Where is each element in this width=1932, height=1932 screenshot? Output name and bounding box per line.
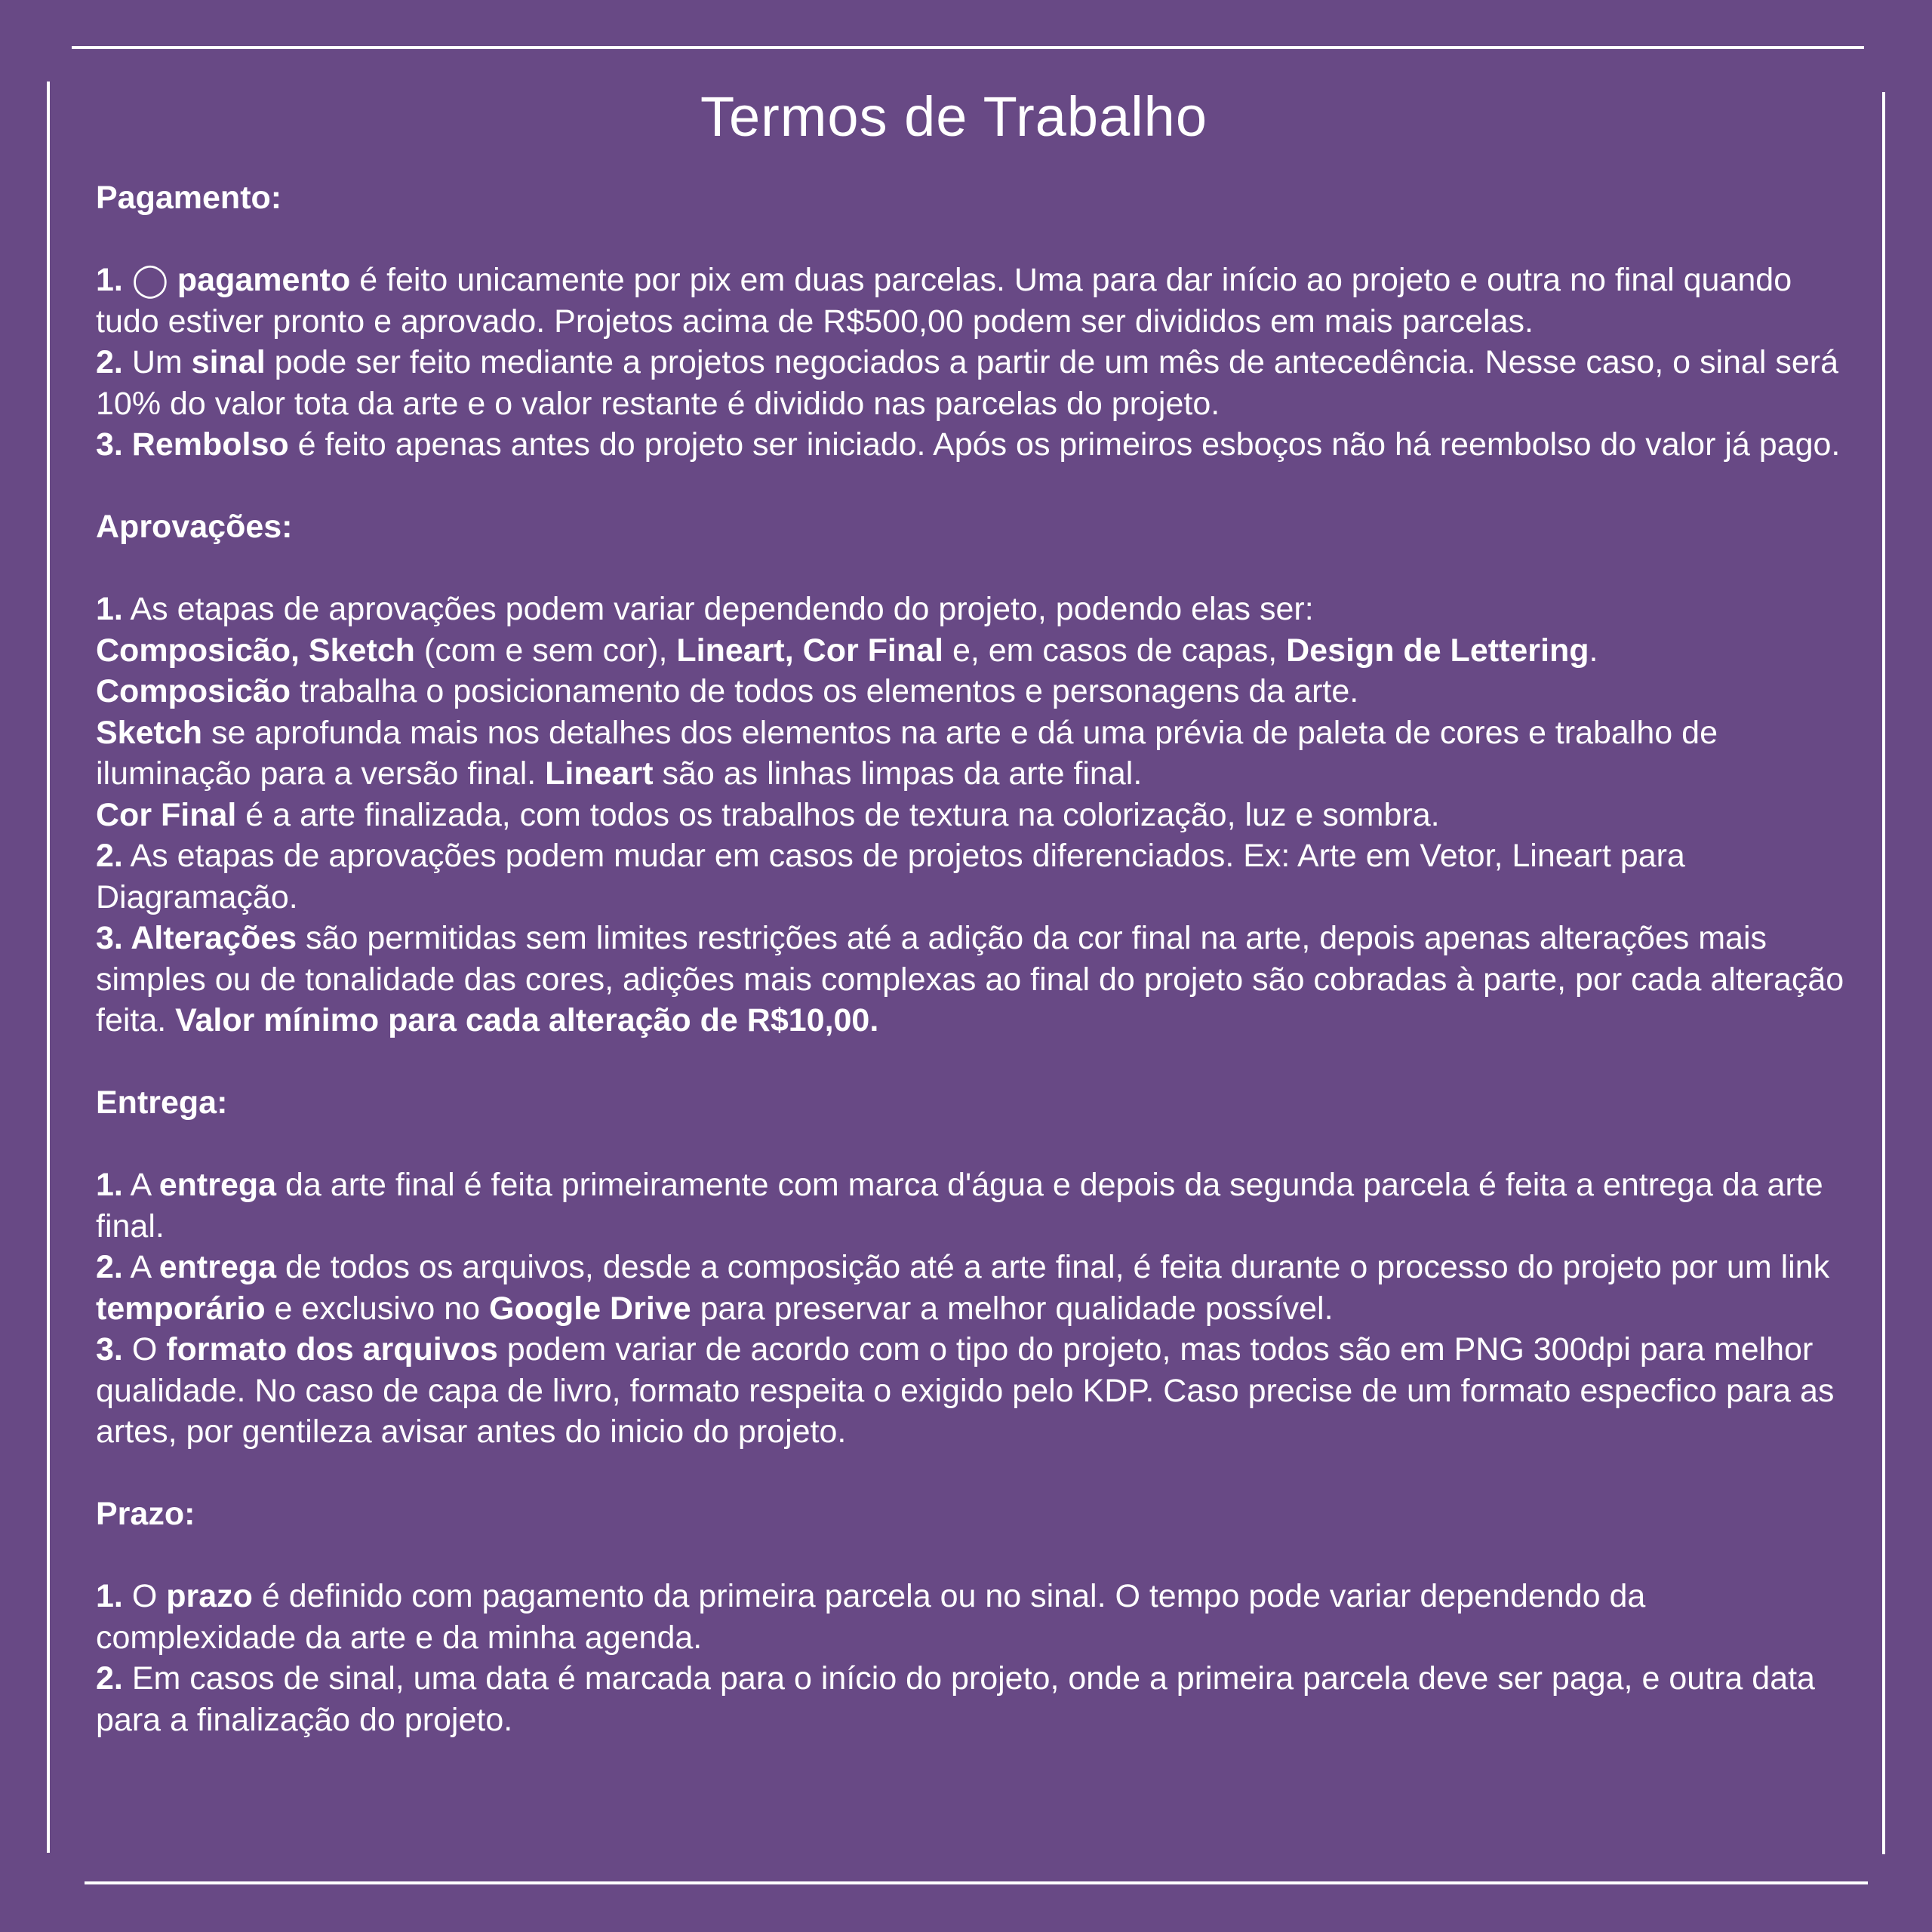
heading-spacer bbox=[96, 1535, 1854, 1577]
text-run: é a arte finalizada, com todos os trabalhos de textura na colorização, luz e sombra. bbox=[236, 796, 1440, 833]
term-item bbox=[96, 1658, 1854, 1740]
bold-text: Valor mínimo para cada alteração de R$10,00. bbox=[175, 1002, 879, 1038]
bold-text: entrega bbox=[158, 1249, 277, 1285]
heading-spacer bbox=[96, 1124, 1854, 1165]
term-item bbox=[96, 1329, 1854, 1453]
bold-text: 1. bbox=[96, 1167, 123, 1203]
term-item bbox=[96, 630, 1854, 672]
bold-text: 3. bbox=[96, 1331, 123, 1367]
frame-line-bottom bbox=[85, 1881, 1868, 1884]
bold-text: 1. bbox=[96, 262, 132, 298]
text-run: Em casos de sinal, uma data é marcada para o início do projeto, onde a primeira parcela deve ser paga, e outra data para a finalização do projeto. bbox=[96, 1660, 1815, 1738]
bold-text: pagamento bbox=[177, 262, 351, 298]
text-run: ◯ bbox=[131, 262, 177, 298]
text-run: são as linhas limpas da arte final. bbox=[653, 755, 1143, 792]
heading-spacer bbox=[96, 219, 1854, 260]
term-item bbox=[96, 260, 1854, 342]
bold-text: Lineart bbox=[545, 755, 654, 792]
text-run: As etapas de aprovações podem variar dependendo do projeto, podendo elas ser: bbox=[122, 591, 1314, 627]
page-title: Termos de Trabalho bbox=[700, 85, 1208, 148]
term-item bbox=[96, 835, 1854, 918]
bold-text: Sketch bbox=[96, 714, 203, 751]
text-run: se aprofunda mais nos detalhes dos elementos na arte e dá uma prévia de paleta de cores e trabalho de iluminação para a versão final. bbox=[96, 714, 1718, 792]
frame-line-left bbox=[47, 82, 50, 1853]
bold-text: 1. bbox=[96, 591, 123, 627]
section-heading: Pagamento: bbox=[96, 180, 282, 216]
text-run: é definido com pagamento da primeira parcela ou no sinal. O tempo pode variar dependendo da complexidade da arte e da minha agenda. bbox=[96, 1578, 1646, 1656]
bold-text: prazo bbox=[166, 1578, 253, 1614]
frame-line-top bbox=[72, 46, 1864, 49]
text-run: A bbox=[122, 1249, 159, 1285]
bold-text: temporário bbox=[96, 1290, 266, 1327]
text-run: e, em casos de capas, bbox=[943, 632, 1287, 669]
section-heading: Aprovações: bbox=[96, 509, 293, 545]
text-run: da arte final é feita primeiramente com marca d'água e depois da segunda parcela é feita a entrega da arte final. bbox=[96, 1167, 1823, 1244]
text-run: podem variar de acordo com o tipo do projeto, mas todos são em PNG 300dpi para melhor qualidade. No caso de capa de livro, formato respeita o exigido pelo KDP. Caso precise de um formato especfico para as artes, por gentileza avisar antes do inicio do projeto. bbox=[96, 1331, 1835, 1450]
section-spacer bbox=[96, 1041, 1854, 1083]
frame-line-right bbox=[1882, 92, 1885, 1854]
term-item bbox=[96, 1247, 1854, 1329]
text-run: é feito unicamente por pix em duas parcelas. Uma para dar início ao projeto e outra no final quando tudo estiver pronto e aprovado. Projetos acima de R$500,00 podem ser divididos em mais parcelas. bbox=[96, 262, 1792, 340]
text-run: . bbox=[1589, 632, 1598, 669]
bold-text: Lineart, Cor Final bbox=[676, 632, 943, 669]
text-run: O bbox=[122, 1578, 167, 1614]
bold-text: Composicão bbox=[96, 673, 291, 709]
term-item bbox=[96, 589, 1854, 630]
bold-text: 3. Alterações bbox=[96, 920, 297, 956]
term-item bbox=[96, 1164, 1854, 1247]
term-item bbox=[96, 918, 1854, 1041]
text-run: trabalha o posicionamento de todos os elementos e personagens da arte. bbox=[291, 673, 1359, 709]
term-item bbox=[96, 712, 1854, 795]
text-run: e exclusivo no bbox=[265, 1290, 489, 1327]
term-item bbox=[96, 671, 1854, 712]
bold-text: formato dos arquivos bbox=[166, 1331, 498, 1367]
text-run: Um bbox=[122, 344, 192, 380]
terms-content bbox=[96, 177, 1854, 1740]
bold-text: 2. bbox=[96, 1249, 123, 1285]
term-item bbox=[96, 1576, 1854, 1658]
bold-text: 2. bbox=[96, 1660, 123, 1697]
bold-text: sinal bbox=[191, 344, 266, 380]
bold-text: Cor Final bbox=[96, 796, 237, 833]
bold-text: 2. bbox=[96, 838, 123, 874]
text-run: pode ser feito mediante a projetos negociados a partir de um mês de antecedência. Nesse caso, o sinal será 10% do valor tota da arte e o valor restante é dividido nas parcelas do projeto. bbox=[96, 344, 1838, 422]
bold-text: 1. bbox=[96, 1578, 123, 1614]
bold-text: 3. Rembolso bbox=[96, 426, 289, 463]
text-run: (com e sem cor), bbox=[414, 632, 677, 669]
term-item bbox=[96, 342, 1854, 424]
text-run: é feito apenas antes do projeto ser iniciado. Após os primeiros esboços não há reembolso do valor já pago. bbox=[288, 426, 1841, 463]
bold-text: Design de Lettering bbox=[1286, 632, 1589, 669]
term-item bbox=[96, 795, 1854, 836]
text-run: são permitidas sem limites restrições até a adição da cor final na arte, depois apenas alterações mais simples ou de tonalidade das cores, adições mais complexas ao final do projeto são cobradas à parte, por cada alteração feita. bbox=[96, 920, 1844, 1038]
text-run: A bbox=[122, 1167, 159, 1203]
bold-text: Google Drive bbox=[489, 1290, 691, 1327]
bold-text: Composicão, Sketch bbox=[96, 632, 415, 669]
section-spacer bbox=[96, 466, 1854, 507]
section-heading: Entrega: bbox=[96, 1084, 228, 1121]
text-run: As etapas de aprovações podem mudar em casos de projetos diferenciados. Ex: Arte em Vetor, Lineart para Diagramação. bbox=[96, 838, 1685, 915]
text-run: para preservar a melhor qualidade possível. bbox=[691, 1290, 1334, 1327]
section-spacer bbox=[96, 1453, 1854, 1494]
bold-text: entrega bbox=[158, 1167, 277, 1203]
bold-text: 2. bbox=[96, 344, 123, 380]
text-run: O bbox=[122, 1331, 167, 1367]
text-run: de todos os arquivos, desde a composição até a arte final, é feita durante o processo do projeto por um link bbox=[276, 1249, 1830, 1285]
section-heading: Prazo: bbox=[96, 1496, 195, 1532]
heading-spacer bbox=[96, 548, 1854, 589]
term-item bbox=[96, 424, 1854, 466]
